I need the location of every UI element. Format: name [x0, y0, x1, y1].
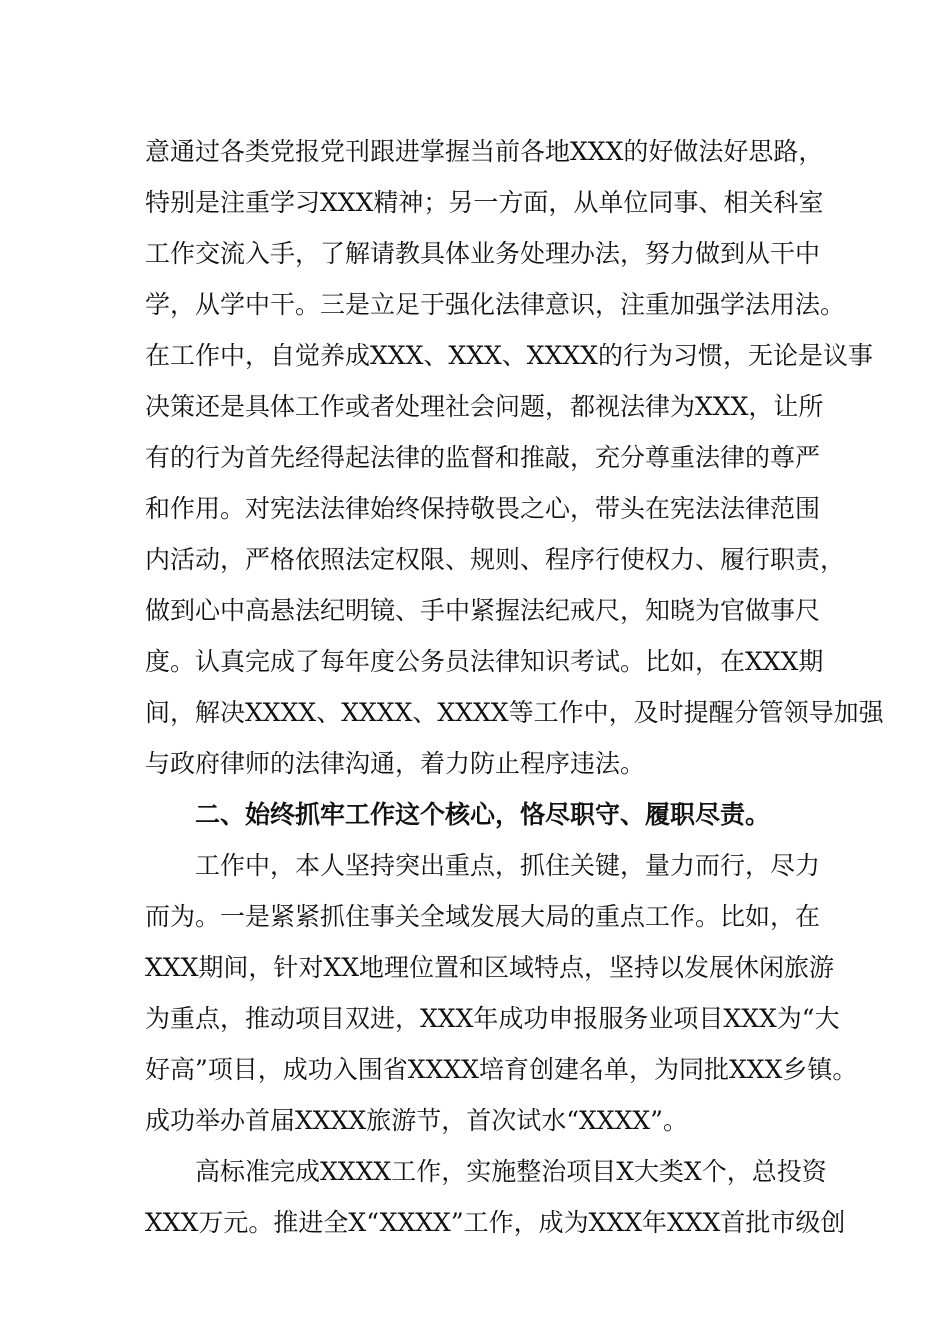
paragraph-line: 内活动，严格依照法定权限、规则、程序行使权力、履行职责， — [145, 545, 846, 574]
paragraph-line: 为重点，推动项目双进，XXX年成功申报服务业项目XXX为“大 — [145, 1004, 840, 1033]
paragraph-line: XXX万元。推进全X“XXXX”工作，成为XXX年XXX首批市级创 — [145, 1208, 846, 1237]
paragraph-line: XXX期间，针对XX地理位置和区域特点，坚持以发展休闲旅游 — [145, 953, 834, 982]
paragraph-line: 与政府律师的法律沟通，着力防止程序违法。 — [145, 749, 646, 778]
paragraph-line: 度。认真完成了每年度公务员法律知识考试。比如，在XXX期 — [145, 647, 824, 676]
document-body — [145, 126, 884, 1248]
paragraph-line: 特别是注重学习XXX精神；另一方面，从单位同事、相关科室 — [145, 188, 824, 217]
paragraph-line: 好高”项目，成功入围省XXXX培育创建名单，为同批XXX乡镇。 — [145, 1055, 858, 1084]
paragraph-line: 成功举办首届XXXX旅游节，首次试水“XXXX”。 — [145, 1106, 688, 1135]
paragraph-line: 间，解决XXXX、XXXX、XXXX等工作中，及时提醒分管领导加强 — [145, 698, 884, 727]
paragraph-line: 意通过各类党报党刊跟进掌握当前各地XXX的好做法好思路， — [145, 137, 824, 166]
paragraph-line: 做到心中高悬法纪明镜、手中紧握法纪戒尺，知晓为官做事尺 — [145, 596, 821, 625]
paragraph-line: 高标准完成XXXX工作，实施整治项目X大类X个，总投资 — [195, 1157, 827, 1186]
paragraph-line: 有的行为首先经得起法律的监督和推敲，充分尊重法律的尊严 — [145, 443, 821, 472]
paragraph-line: 和作用。对宪法法律始终保持敬畏之心，带头在宪法法律范围 — [145, 494, 821, 523]
paragraph-line: 决策还是具体工作或者处理社会问题，都视法律为XXX，让所 — [145, 392, 824, 421]
section-heading: 二、始终抓牢工作这个核心，恪尽职守、履职尽责。 — [195, 800, 771, 829]
paragraph-line: 工作交流入手，了解请教具体业务处理办法，努力做到从干中 — [145, 239, 821, 268]
paragraph-line: 学，从学中干。三是立足于强化法律意识，注重加强学法用法。 — [145, 290, 846, 319]
paragraph-line: 工作中，本人坚持突出重点，抓住关键，量力而行，尽力 — [195, 851, 821, 880]
paragraph-line: 在工作中，自觉养成XXX、XXX、XXXX的行为习惯，无论是议事 — [145, 341, 873, 370]
paragraph-line: 而为。一是紧紧抓住事关全域发展大局的重点工作。比如，在 — [145, 902, 821, 931]
